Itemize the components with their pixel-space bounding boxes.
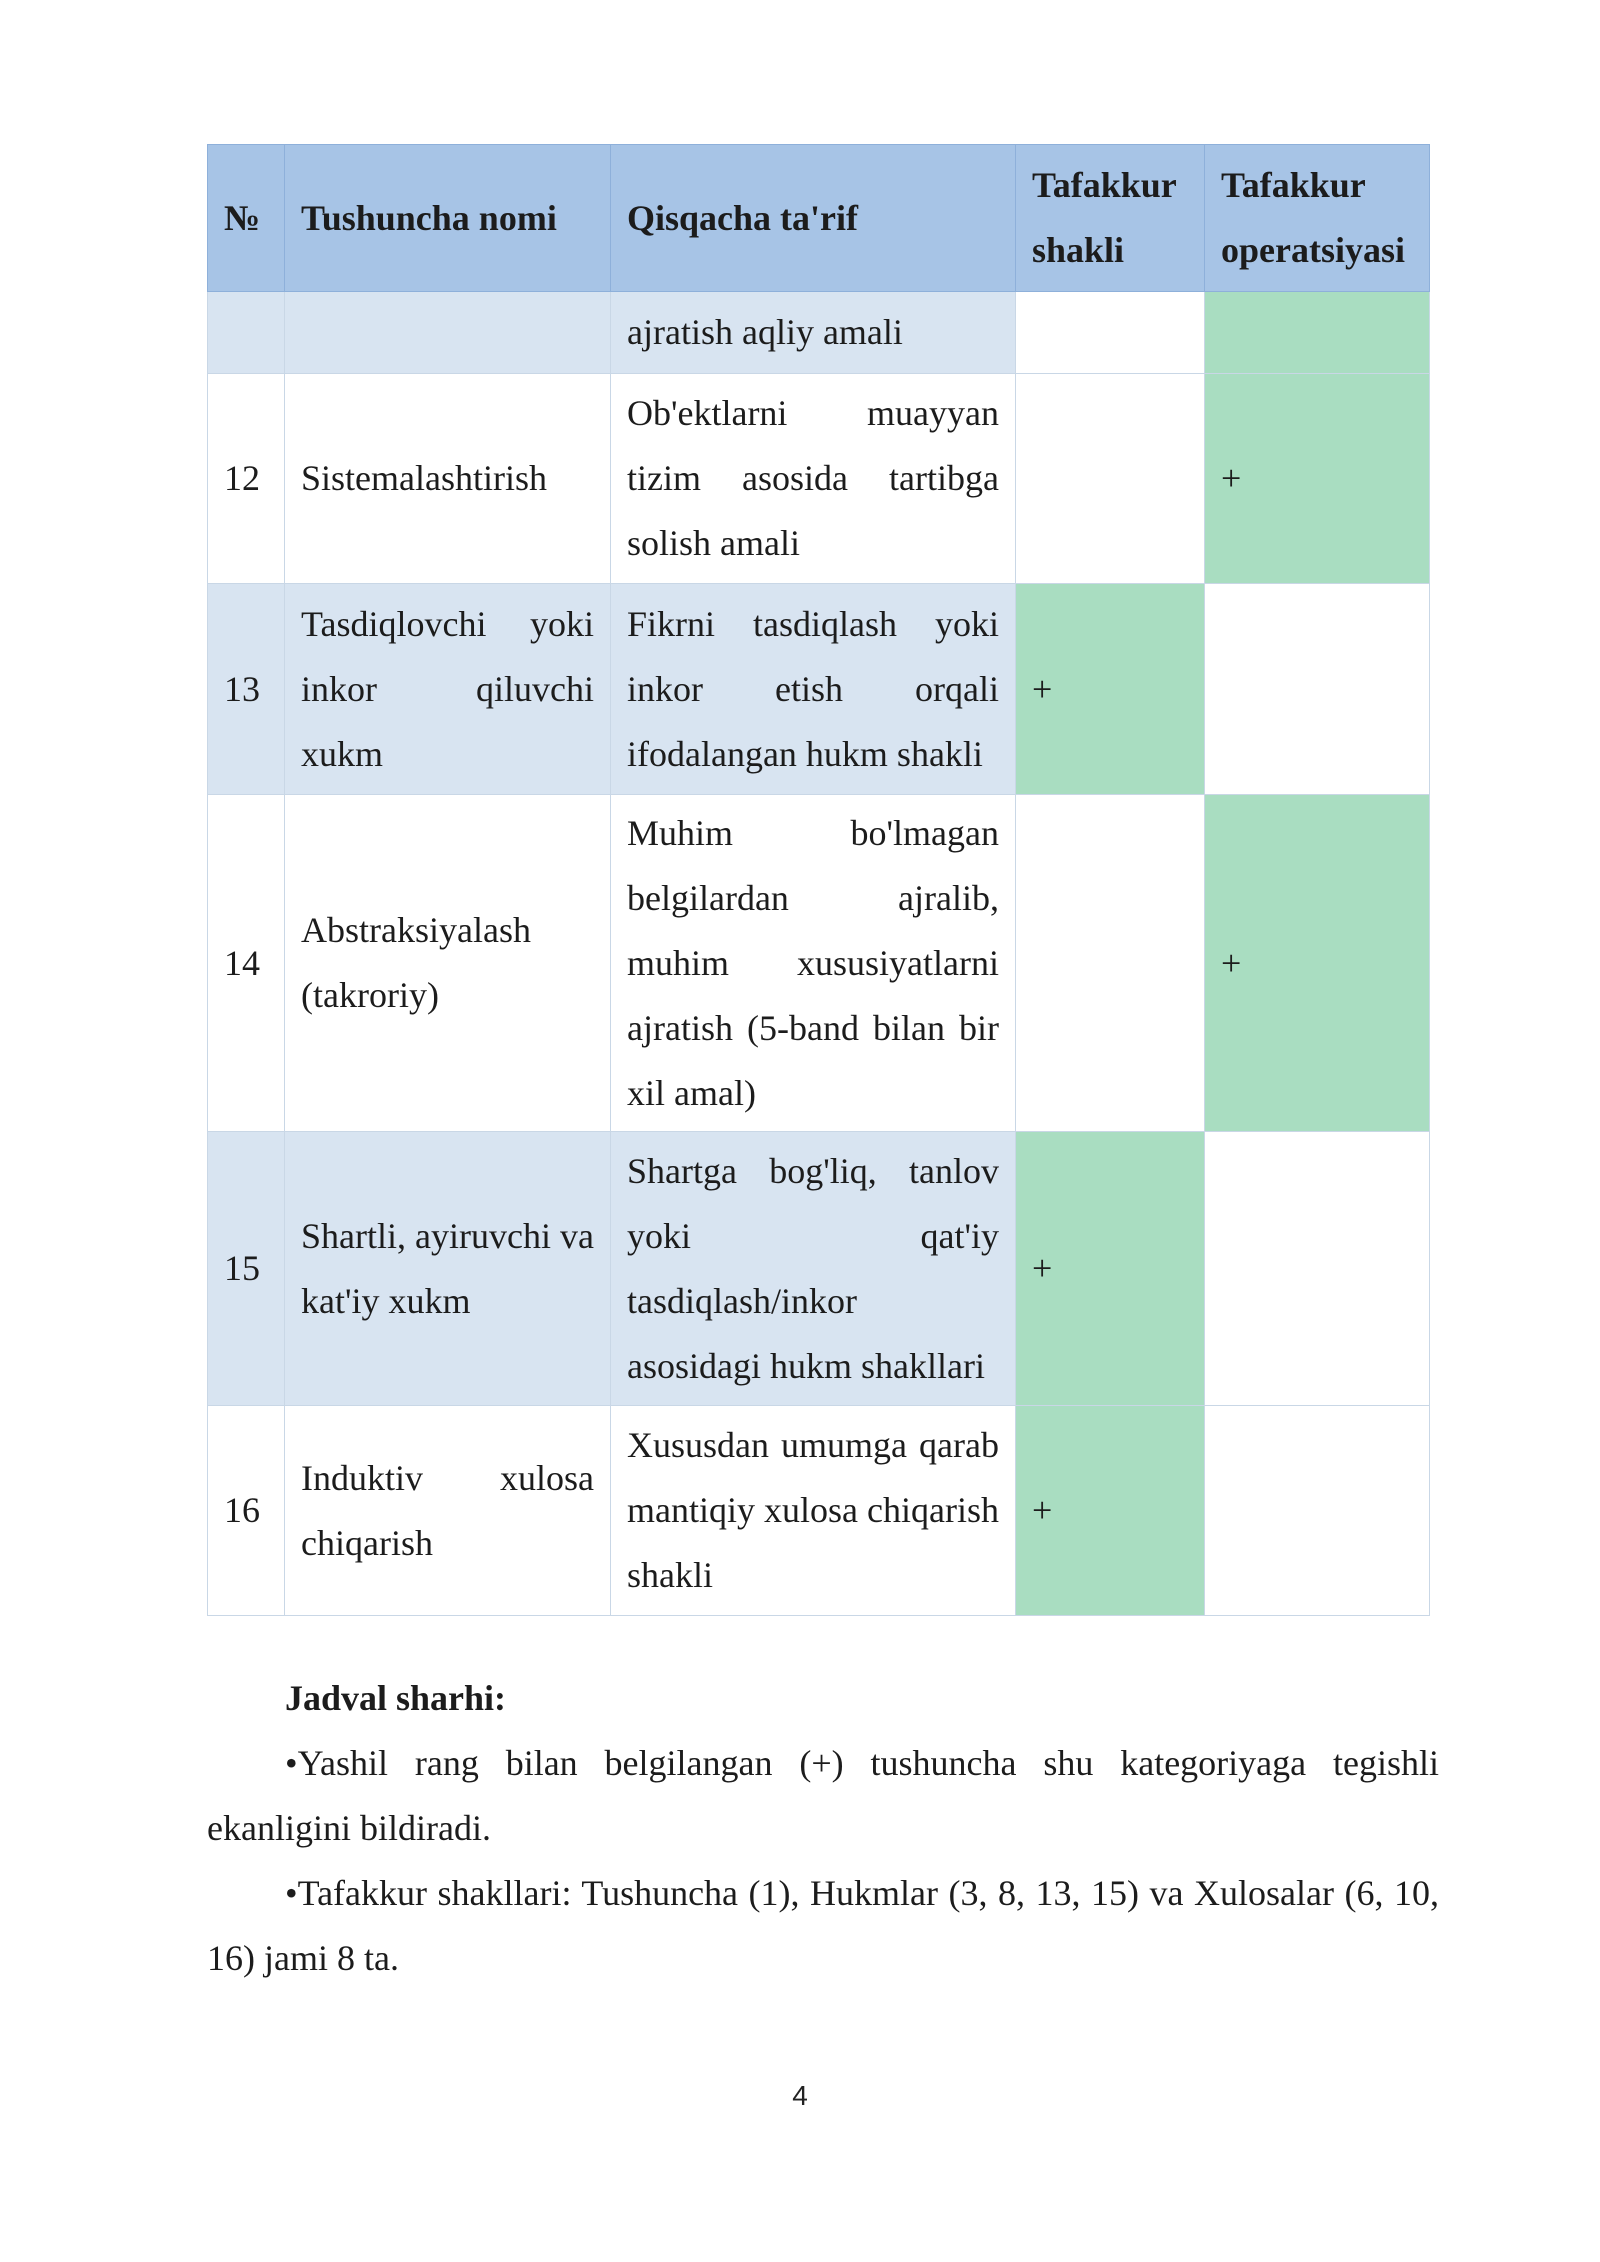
table-header-row xyxy=(208,145,1430,292)
row-thinking-form-mark: + xyxy=(1016,584,1205,795)
row-thinking-form-mark xyxy=(1016,374,1205,584)
row-thinking-form-mark xyxy=(1016,795,1205,1132)
row-thinking-form-mark xyxy=(1016,292,1205,374)
row-thinking-operation-mark: + xyxy=(1205,795,1430,1132)
row-definition: Ob'ektlarni muayyan tizim asosida tartibga solish amali xyxy=(611,374,1016,584)
header-short-definition: Qisqacha ta'rif xyxy=(611,145,1016,292)
header-thinking-operation: Tafakkur operatsiyasi xyxy=(1205,145,1430,292)
row-concept-name: Abstraksiyalash (takroriy) xyxy=(285,795,611,1132)
header-number: № xyxy=(208,145,285,292)
row-definition: Shartga bog'liq, tanlov yoki qat'iy tasdiqlash/inkor asosidagi hukm shakllari xyxy=(611,1132,1016,1406)
table-row xyxy=(208,795,1430,1132)
notes-title: Jadval sharhi: xyxy=(285,1678,507,1718)
table-row xyxy=(208,584,1430,795)
notes-bullet: •Yashil rang bilan belgilangan (+) tushuncha shu kategoriyaga tegishli ekanligini bildiradi. xyxy=(207,1743,1439,1848)
table-row xyxy=(208,374,1430,584)
row-number: 16 xyxy=(208,1406,285,1616)
row-concept-name: Induktiv xulosa chiqarish xyxy=(285,1406,611,1616)
row-thinking-operation-mark: + xyxy=(1205,374,1430,584)
table-row xyxy=(208,1132,1430,1406)
header-concept-name: Tushuncha nomi xyxy=(285,145,611,292)
row-definition: Fikrni tasdiqlash yoki inkor etish orqali ifodalangan hukm shakli xyxy=(611,584,1016,795)
row-number: 15 xyxy=(208,1132,285,1406)
row-number: 14 xyxy=(208,795,285,1132)
row-thinking-operation-mark xyxy=(1205,584,1430,795)
row-thinking-operation-mark xyxy=(1205,1406,1430,1616)
row-definition: ajratish aqliy amali xyxy=(611,292,1016,374)
row-concept-name xyxy=(285,292,611,374)
row-number xyxy=(208,292,285,374)
table-row xyxy=(208,292,1430,374)
row-thinking-form-mark: + xyxy=(1016,1406,1205,1616)
header-thinking-form: Tafakkur shakli xyxy=(1016,145,1205,292)
row-concept-name: Tasdiqlovchi yoki inkor qiluvchi xukm xyxy=(285,584,611,795)
row-definition: Muhim bo'lmagan belgilardan ajralib, muhim xususiyatlarni ajratish (5-band bilan bir xil amal) xyxy=(611,795,1016,1132)
row-definition: Xususdan umumga qarab mantiqiy xulosa chiqarish shakli xyxy=(611,1406,1016,1616)
notes-bullet: •Tafakkur shakllari: Tushuncha (1), Hukmlar (3, 8, 13, 15) va Xulosalar (6, 10, 16) jami 8 ta. xyxy=(207,1873,1439,1978)
row-thinking-operation-mark xyxy=(1205,292,1430,374)
table-row xyxy=(208,1406,1430,1616)
row-number: 12 xyxy=(208,374,285,584)
row-concept-name: Sistemalashtirish xyxy=(285,374,611,584)
row-thinking-operation-mark xyxy=(1205,1132,1430,1406)
concepts-table xyxy=(207,144,1430,1616)
page-number: 4 xyxy=(792,2080,808,2111)
row-concept-name: Shartli, ayiruvchi va kat'iy xukm xyxy=(285,1132,611,1406)
table-notes xyxy=(207,1666,1439,1991)
row-thinking-form-mark: + xyxy=(1016,1132,1205,1406)
row-number: 13 xyxy=(208,584,285,795)
